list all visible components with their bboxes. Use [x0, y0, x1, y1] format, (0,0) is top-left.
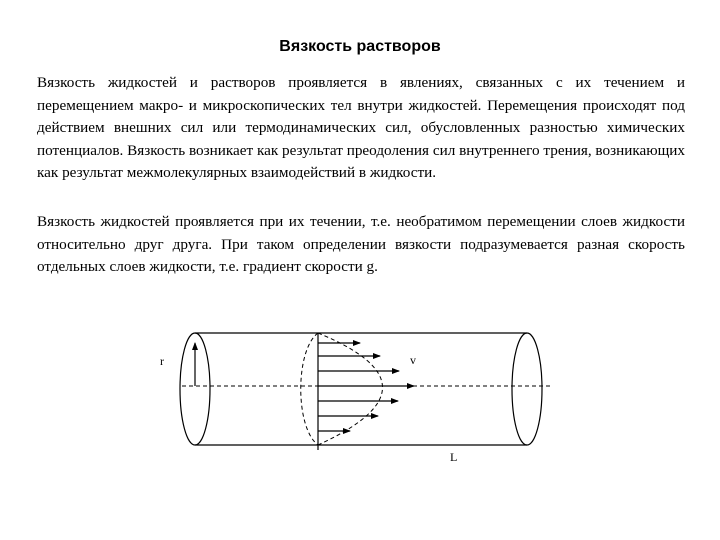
- label-v: v: [410, 353, 416, 367]
- paragraph-viscosity-flow: Вязкость жидкостей проявляется при их течении, т.е. необратимом перемещении слоев жидкости относительно друг друга. При таком определении вязкости подразумевается разная скорость отдельных слоев жидкости, т.е. градиент скорости g.: [37, 213, 685, 275]
- pipe-left-end: [180, 333, 210, 445]
- cross-section-arc: [301, 333, 318, 445]
- velocity-profile-curve: [318, 333, 383, 445]
- label-L: L: [450, 450, 458, 464]
- pipe-right-end: [512, 333, 542, 445]
- paragraph-viscosity-intro: Вязкость жидкостей и растворов проявляется в явлениях, связанных с их течением и перемещением макро- и микроскопических тел внутри жидкостей. Перемещения происходят под действием внешних сил или термодинамических сил, обусловленных разностью химических потенциалов. Вязкость возникает как результат преодоления сил внутреннего трения, возникающих как результат межмолекулярных взаимодействий в жидкости.: [37, 74, 685, 181]
- label-r: r: [160, 354, 164, 368]
- slide-title: Вязкость растворов: [279, 38, 441, 55]
